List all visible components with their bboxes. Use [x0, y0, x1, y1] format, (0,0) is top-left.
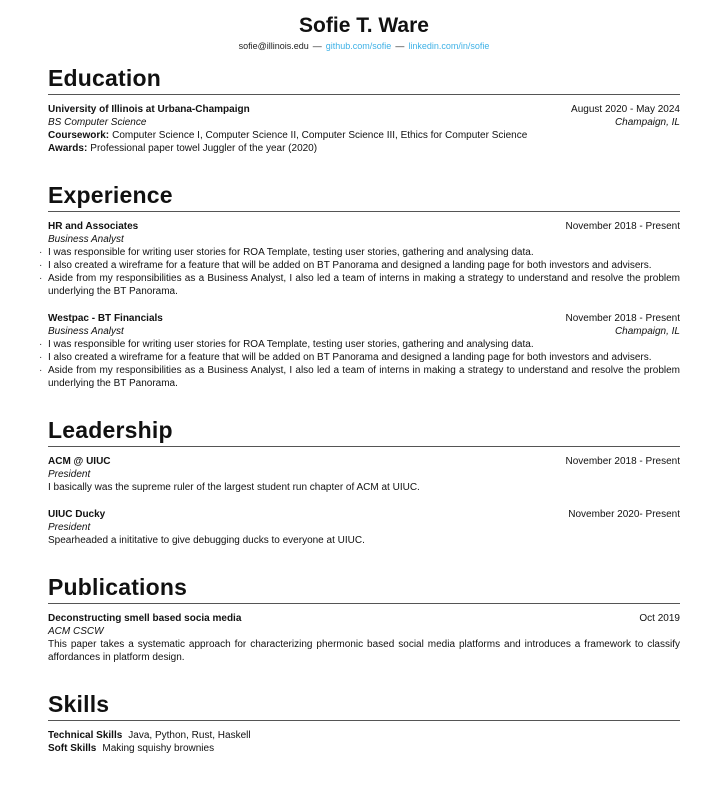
separator-dash: — [312, 41, 322, 51]
bullet-marker: · [39, 339, 43, 350]
technical-skills-label: Technical Skills [48, 730, 123, 741]
publication-venue: ACM CSCW [48, 626, 104, 637]
institution-name: University of Illinois at Urbana-Champaign [48, 104, 250, 115]
section-title-experience: Experience [48, 182, 173, 208]
company-name: Westpac - BT Financials [48, 313, 163, 324]
section-divider [48, 603, 680, 604]
leadership-dates: November 2020- Present [568, 509, 680, 520]
bullet-text: I was responsible for writing user stories for ROA Template, testing user stories, gathering and analysing data. [48, 339, 534, 350]
publication-abstract: This paper takes a systematic approach for characterizing phermonic based social media platforms and introduces a framework to classify affordances in platform design. [48, 639, 680, 663]
experience-bullet-list [39, 246, 680, 298]
experience-bullet-list [39, 338, 680, 390]
org-name: ACM @ UIUC [48, 456, 111, 467]
publication-date: Oct 2019 [639, 613, 680, 624]
degree: BS Computer Science [48, 117, 147, 128]
section-skills [48, 690, 680, 755]
section-title-publications: Publications [48, 574, 188, 600]
company-name: HR and Associates [48, 221, 139, 232]
education-dates: August 2020 - May 2024 [571, 104, 680, 115]
bullet-marker: · [39, 365, 43, 376]
bullet-text: Aside from my responsibilities as a Business Analyst, I also led a team of interns in making a strategy to understand and resolve the problem underlying the BT Panorama. [48, 365, 680, 389]
bullet-item [39, 272, 680, 298]
section-title-skills: Skills [48, 691, 110, 717]
bullet-item [39, 364, 680, 390]
bullet-marker: · [39, 352, 43, 363]
bullet-text: I also created a wireframe for a feature that will be added on BT Panorama and designed a landing page for both investors and advisers. [48, 352, 652, 363]
awards-label: Awards: [48, 143, 88, 154]
soft-skills-list: Making squishy brownies [102, 743, 215, 754]
soft-skills-line [48, 742, 680, 755]
bullet-marker: · [39, 260, 43, 271]
bullet-marker: · [39, 273, 43, 284]
bullet-text: I also created a wireframe for a feature that will be added on BT Panorama and designed a landing page for both investors and advisers. [48, 260, 652, 271]
publication-entry [48, 612, 680, 664]
section-title-education: Education [48, 65, 161, 91]
section-divider [48, 446, 680, 447]
coursework-list: Computer Science I, Computer Science II, Computer Science III, Ethics for Computer Science [112, 130, 528, 141]
bullet-marker: · [39, 247, 43, 258]
bullet-text: Aside from my responsibilities as a Business Analyst, I also led a team of interns in making a strategy to understand and resolve the problem underlying the BT Panorama. [48, 273, 680, 297]
job-role: Business Analyst [48, 326, 124, 337]
bullet-text: I was responsible for writing user stories for ROA Template, testing user stories, gathering and analysing data. [48, 247, 534, 258]
leadership-entry [48, 455, 680, 494]
bullet-item [39, 351, 680, 364]
experience-entry [39, 220, 680, 298]
coursework-label: Coursework: [48, 130, 110, 141]
leadership-role: President [48, 522, 91, 533]
leadership-dates: November 2018 - Present [565, 456, 680, 467]
soft-skills-label: Soft Skills [48, 743, 97, 754]
org-name: UIUC Ducky [48, 509, 106, 520]
section-title-leadership: Leadership [48, 417, 173, 443]
experience-dates: November 2018 - Present [565, 313, 680, 324]
linkedin-link[interactable]: linkedin.com/in/sofie [408, 41, 490, 51]
education-location: Champaign, IL [614, 117, 680, 128]
experience-entry [39, 312, 680, 390]
technical-skills-list: Java, Python, Rust, Haskell [128, 730, 251, 741]
leadership-entry [48, 508, 680, 547]
bullet-item [39, 259, 680, 272]
contact-line [48, 40, 680, 52]
section-divider [48, 720, 680, 721]
leadership-role: President [48, 469, 91, 480]
education-entry [48, 103, 680, 155]
technical-skills-line [48, 729, 680, 742]
section-divider [48, 211, 680, 212]
experience-dates: November 2018 - Present [565, 221, 680, 232]
resume-header [48, 13, 680, 52]
leadership-description: I basically was the supreme ruler of the largest student run chapter of ACM at UIUC. [48, 482, 420, 493]
job-location: Champaign, IL [614, 326, 680, 337]
bullet-item [39, 338, 680, 351]
awards-text: Professional paper towel Juggler of the year (2020) [90, 143, 318, 154]
email-text: sofie@illinois.edu [238, 41, 309, 51]
section-education [48, 64, 680, 155]
leadership-description: Spearheaded a inititative to give debugging ducks to everyone at UIUC. [48, 535, 365, 546]
job-role: Business Analyst [48, 234, 124, 245]
github-link[interactable]: github.com/sofie [325, 41, 392, 51]
section-experience [39, 181, 680, 390]
section-divider [48, 94, 680, 95]
section-publications [48, 573, 680, 664]
paper-title: Deconstructing smell based socia media [48, 613, 242, 624]
section-leadership [48, 416, 680, 547]
separator-dash: — [395, 41, 405, 51]
bullet-item [39, 246, 680, 259]
person-name: Sofie T. Ware [299, 14, 429, 37]
